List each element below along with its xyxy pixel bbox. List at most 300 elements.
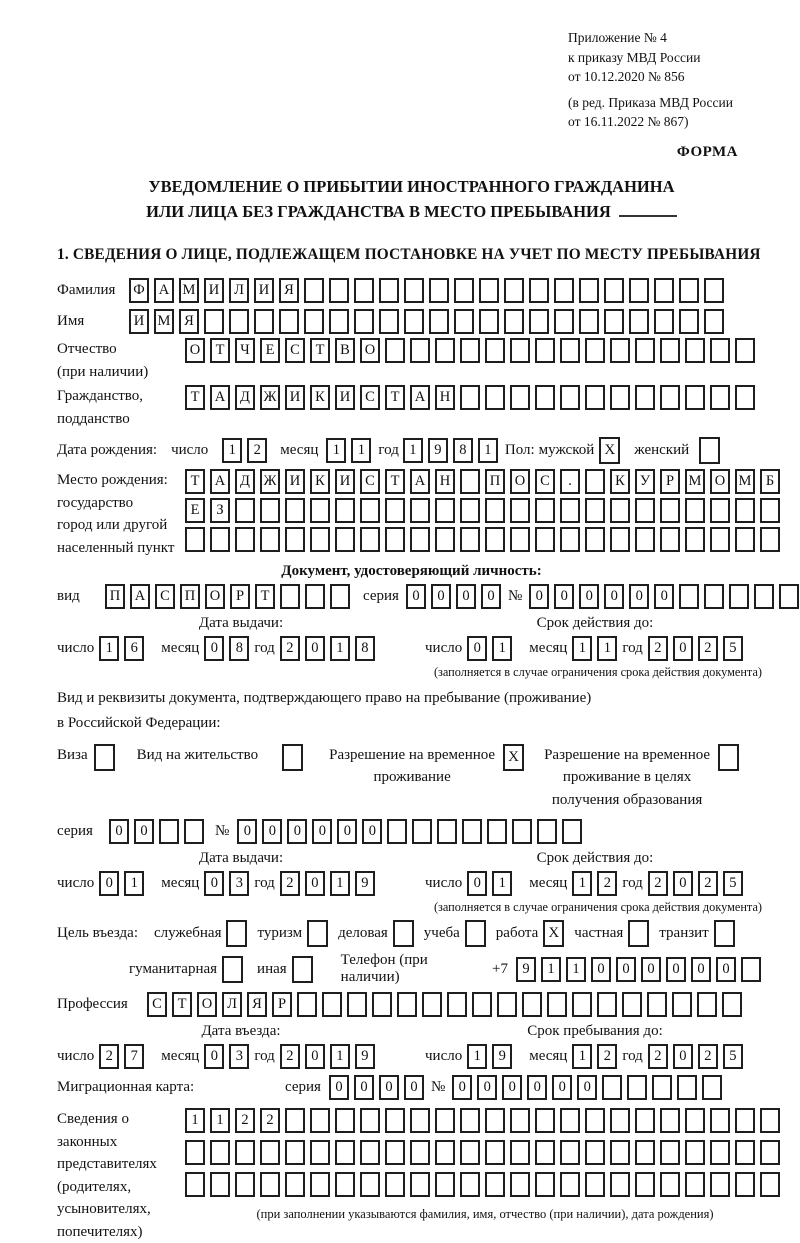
char-box[interactable] — [635, 1108, 655, 1133]
char-box[interactable]: Р — [230, 584, 250, 609]
char-box[interactable]: А — [410, 385, 430, 410]
char-box[interactable] — [560, 1172, 580, 1197]
char-box[interactable] — [522, 992, 542, 1017]
char-box[interactable]: 0 — [99, 871, 119, 896]
sex-female-checkbox[interactable] — [699, 437, 720, 464]
char-box[interactable]: 1 — [492, 871, 512, 896]
char-box[interactable]: В — [335, 338, 355, 363]
char-box[interactable] — [529, 309, 549, 334]
char-box[interactable]: К — [310, 469, 330, 494]
char-box[interactable] — [435, 1140, 455, 1165]
char-box[interactable]: 1 — [572, 871, 592, 896]
char-box[interactable]: 1 — [326, 438, 346, 463]
char-box[interactable] — [485, 1172, 505, 1197]
char-box[interactable]: 6 — [124, 636, 144, 661]
char-box[interactable] — [360, 498, 380, 523]
char-box[interactable] — [397, 992, 417, 1017]
char-box[interactable] — [310, 1172, 330, 1197]
char-box[interactable] — [554, 309, 574, 334]
char-box[interactable]: 2 — [648, 871, 668, 896]
char-box[interactable]: 0 — [477, 1075, 497, 1100]
char-box[interactable] — [210, 1140, 230, 1165]
char-box[interactable] — [560, 338, 580, 363]
char-box[interactable] — [635, 1140, 655, 1165]
char-box[interactable]: Д — [235, 469, 255, 494]
char-box[interactable]: 2 — [597, 871, 617, 896]
char-box[interactable]: 2 — [597, 1044, 617, 1069]
char-box[interactable]: 8 — [453, 438, 473, 463]
char-box[interactable]: 0 — [616, 957, 636, 982]
char-box[interactable]: Н — [435, 469, 455, 494]
char-box[interactable]: 1 — [403, 438, 423, 463]
char-box[interactable] — [660, 338, 680, 363]
char-box[interactable]: З — [210, 498, 230, 523]
char-box[interactable] — [385, 527, 405, 552]
char-box[interactable] — [379, 309, 399, 334]
char-box[interactable]: 0 — [204, 636, 224, 661]
char-box[interactable]: Т — [385, 385, 405, 410]
char-box[interactable] — [322, 992, 342, 1017]
char-box[interactable]: К — [310, 385, 330, 410]
char-box[interactable]: А — [210, 385, 230, 410]
char-box[interactable]: 5 — [723, 871, 743, 896]
char-box[interactable]: М — [735, 469, 755, 494]
char-box[interactable]: М — [179, 278, 199, 303]
char-box[interactable]: 0 — [431, 584, 451, 609]
char-box[interactable] — [285, 498, 305, 523]
char-box[interactable]: 0 — [554, 584, 574, 609]
char-box[interactable]: А — [130, 584, 150, 609]
char-box[interactable] — [735, 498, 755, 523]
char-box[interactable]: А — [210, 469, 230, 494]
char-box[interactable]: М — [154, 309, 174, 334]
char-box[interactable] — [479, 309, 499, 334]
char-box[interactable] — [485, 527, 505, 552]
char-box[interactable] — [229, 309, 249, 334]
char-box[interactable] — [672, 992, 692, 1017]
edu-permit-checkbox[interactable] — [718, 744, 739, 771]
char-box[interactable] — [710, 1108, 730, 1133]
purpose-transit-checkbox[interactable] — [714, 920, 735, 947]
char-box[interactable] — [410, 1108, 430, 1133]
char-box[interactable] — [435, 527, 455, 552]
char-box[interactable] — [629, 309, 649, 334]
char-box[interactable] — [304, 309, 324, 334]
char-box[interactable]: 0 — [262, 819, 282, 844]
char-box[interactable]: 9 — [355, 1044, 375, 1069]
char-box[interactable] — [485, 1108, 505, 1133]
char-box[interactable] — [510, 498, 530, 523]
char-box[interactable] — [610, 385, 630, 410]
char-box[interactable] — [685, 498, 705, 523]
char-box[interactable]: Я — [279, 278, 299, 303]
char-box[interactable] — [585, 527, 605, 552]
char-box[interactable] — [610, 527, 630, 552]
char-box[interactable]: Б — [760, 469, 780, 494]
char-box[interactable]: О — [510, 469, 530, 494]
char-box[interactable]: 0 — [673, 1044, 693, 1069]
char-box[interactable]: 1 — [99, 636, 119, 661]
char-box[interactable]: Т — [210, 338, 230, 363]
char-box[interactable]: 8 — [229, 636, 249, 661]
char-box[interactable] — [285, 1140, 305, 1165]
char-box[interactable]: О — [185, 338, 205, 363]
char-box[interactable] — [604, 278, 624, 303]
char-box[interactable] — [329, 278, 349, 303]
char-box[interactable]: О — [360, 338, 380, 363]
char-box[interactable]: С — [285, 338, 305, 363]
char-box[interactable] — [654, 309, 674, 334]
char-box[interactable]: 0 — [629, 584, 649, 609]
char-box[interactable]: Т — [310, 338, 330, 363]
char-box[interactable]: 1 — [478, 438, 498, 463]
char-box[interactable] — [385, 1140, 405, 1165]
char-box[interactable] — [722, 992, 742, 1017]
char-box[interactable] — [560, 498, 580, 523]
char-box[interactable] — [387, 819, 407, 844]
char-box[interactable] — [210, 1172, 230, 1197]
char-box[interactable] — [510, 527, 530, 552]
char-box[interactable]: 0 — [456, 584, 476, 609]
char-box[interactable]: 0 — [452, 1075, 472, 1100]
char-box[interactable]: П — [485, 469, 505, 494]
char-box[interactable]: 2 — [698, 871, 718, 896]
char-box[interactable] — [330, 584, 350, 609]
char-box[interactable] — [410, 1172, 430, 1197]
char-box[interactable] — [310, 1140, 330, 1165]
char-box[interactable] — [710, 338, 730, 363]
char-box[interactable] — [260, 498, 280, 523]
char-box[interactable] — [260, 1172, 280, 1197]
char-box[interactable] — [779, 584, 799, 609]
char-box[interactable] — [560, 527, 580, 552]
char-box[interactable] — [335, 1108, 355, 1133]
char-box[interactable]: . — [560, 469, 580, 494]
char-box[interactable] — [460, 527, 480, 552]
char-box[interactable]: 8 — [355, 636, 375, 661]
char-box[interactable] — [529, 278, 549, 303]
sex-male-checkbox[interactable]: X — [599, 437, 620, 464]
char-box[interactable]: 0 — [673, 636, 693, 661]
char-box[interactable] — [679, 278, 699, 303]
char-box[interactable] — [280, 584, 300, 609]
char-box[interactable] — [285, 527, 305, 552]
char-box[interactable] — [254, 309, 274, 334]
char-box[interactable]: И — [335, 385, 355, 410]
char-box[interactable] — [354, 278, 374, 303]
char-box[interactable] — [304, 278, 324, 303]
char-box[interactable]: 2 — [280, 871, 300, 896]
char-box[interactable]: 0 — [204, 871, 224, 896]
char-box[interactable]: 1 — [330, 636, 350, 661]
char-box[interactable] — [610, 1172, 630, 1197]
char-box[interactable] — [562, 819, 582, 844]
char-box[interactable] — [479, 278, 499, 303]
char-box[interactable] — [335, 527, 355, 552]
char-box[interactable]: 9 — [355, 871, 375, 896]
char-box[interactable]: 3 — [229, 1044, 249, 1069]
char-box[interactable] — [485, 498, 505, 523]
char-box[interactable]: 0 — [654, 584, 674, 609]
char-box[interactable] — [585, 469, 605, 494]
char-box[interactable] — [610, 498, 630, 523]
char-box[interactable]: С — [147, 992, 167, 1017]
temp-permit-checkbox[interactable]: X — [503, 744, 524, 771]
char-box[interactable] — [629, 278, 649, 303]
char-box[interactable]: 1 — [222, 438, 242, 463]
char-box[interactable] — [497, 992, 517, 1017]
char-box[interactable]: Т — [172, 992, 192, 1017]
char-box[interactable] — [360, 1108, 380, 1133]
char-box[interactable] — [579, 309, 599, 334]
char-box[interactable] — [404, 278, 424, 303]
char-box[interactable] — [410, 527, 430, 552]
char-box[interactable] — [710, 498, 730, 523]
char-box[interactable]: 0 — [579, 584, 599, 609]
char-box[interactable] — [585, 1140, 605, 1165]
char-box[interactable]: 2 — [648, 1044, 668, 1069]
char-box[interactable]: 1 — [492, 636, 512, 661]
char-box[interactable]: Ж — [260, 469, 280, 494]
char-box[interactable] — [235, 527, 255, 552]
char-box[interactable]: 0 — [109, 819, 129, 844]
char-box[interactable] — [535, 498, 555, 523]
char-box[interactable] — [597, 992, 617, 1017]
char-box[interactable] — [462, 819, 482, 844]
char-box[interactable] — [754, 584, 774, 609]
char-box[interactable] — [760, 1172, 780, 1197]
char-box[interactable] — [410, 1140, 430, 1165]
char-box[interactable]: 9 — [492, 1044, 512, 1069]
char-box[interactable] — [460, 1108, 480, 1133]
char-box[interactable] — [702, 1075, 722, 1100]
char-box[interactable] — [585, 338, 605, 363]
char-box[interactable]: Р — [272, 992, 292, 1017]
char-box[interactable]: 0 — [604, 584, 624, 609]
char-box[interactable]: 0 — [481, 584, 501, 609]
char-box[interactable] — [437, 819, 457, 844]
char-box[interactable] — [379, 278, 399, 303]
char-box[interactable] — [685, 1108, 705, 1133]
char-box[interactable] — [635, 1172, 655, 1197]
char-box[interactable]: Е — [185, 498, 205, 523]
char-box[interactable] — [635, 385, 655, 410]
char-box[interactable]: 0 — [329, 1075, 349, 1100]
char-box[interactable] — [329, 309, 349, 334]
char-box[interactable] — [710, 527, 730, 552]
char-box[interactable] — [335, 1140, 355, 1165]
char-box[interactable]: 9 — [428, 438, 448, 463]
char-box[interactable] — [335, 1172, 355, 1197]
char-box[interactable] — [579, 278, 599, 303]
char-box[interactable] — [652, 1075, 672, 1100]
char-box[interactable] — [635, 527, 655, 552]
char-box[interactable]: 0 — [406, 584, 426, 609]
char-box[interactable] — [260, 527, 280, 552]
char-box[interactable] — [704, 584, 724, 609]
char-box[interactable] — [422, 992, 442, 1017]
char-box[interactable] — [735, 385, 755, 410]
char-box[interactable] — [660, 1140, 680, 1165]
char-box[interactable] — [604, 309, 624, 334]
char-box[interactable]: 2 — [698, 1044, 718, 1069]
char-box[interactable] — [510, 385, 530, 410]
char-box[interactable] — [710, 1172, 730, 1197]
char-box[interactable] — [710, 1140, 730, 1165]
char-box[interactable]: 0 — [312, 819, 332, 844]
char-box[interactable] — [460, 385, 480, 410]
char-box[interactable] — [435, 498, 455, 523]
char-box[interactable] — [602, 1075, 622, 1100]
char-box[interactable] — [385, 498, 405, 523]
char-box[interactable] — [697, 992, 717, 1017]
char-box[interactable] — [460, 1140, 480, 1165]
char-box[interactable]: 0 — [337, 819, 357, 844]
char-box[interactable] — [310, 498, 330, 523]
char-box[interactable] — [454, 309, 474, 334]
char-box[interactable]: 2 — [698, 636, 718, 661]
char-box[interactable] — [654, 278, 674, 303]
char-box[interactable]: 0 — [362, 819, 382, 844]
char-box[interactable] — [335, 498, 355, 523]
char-box[interactable]: 0 — [354, 1075, 374, 1100]
char-box[interactable]: 1 — [597, 636, 617, 661]
purpose-business-checkbox[interactable] — [393, 920, 414, 947]
char-box[interactable] — [735, 527, 755, 552]
char-box[interactable] — [310, 1108, 330, 1133]
char-box[interactable]: О — [205, 584, 225, 609]
char-box[interactable] — [385, 1108, 405, 1133]
char-box[interactable] — [679, 309, 699, 334]
char-box[interactable] — [535, 1172, 555, 1197]
char-box[interactable]: 0 — [716, 957, 736, 982]
char-box[interactable]: 2 — [280, 1044, 300, 1069]
char-box[interactable]: 2 — [235, 1108, 255, 1133]
char-box[interactable] — [535, 1108, 555, 1133]
char-box[interactable]: 0 — [691, 957, 711, 982]
char-box[interactable]: Р — [660, 469, 680, 494]
char-box[interactable]: 0 — [305, 636, 325, 661]
purpose-private-checkbox[interactable] — [628, 920, 649, 947]
char-box[interactable] — [510, 1172, 530, 1197]
char-box[interactable] — [510, 1140, 530, 1165]
char-box[interactable] — [472, 992, 492, 1017]
char-box[interactable] — [260, 1140, 280, 1165]
char-box[interactable] — [685, 1172, 705, 1197]
char-box[interactable] — [735, 1140, 755, 1165]
char-box[interactable] — [185, 1172, 205, 1197]
char-box[interactable]: 0 — [379, 1075, 399, 1100]
char-box[interactable]: 1 — [566, 957, 586, 982]
char-box[interactable]: И — [335, 469, 355, 494]
char-box[interactable] — [235, 1140, 255, 1165]
char-box[interactable] — [710, 385, 730, 410]
char-box[interactable] — [429, 309, 449, 334]
char-box[interactable]: Е — [260, 338, 280, 363]
purpose-official-checkbox[interactable] — [226, 920, 247, 947]
char-box[interactable] — [235, 1172, 255, 1197]
char-box[interactable]: И — [129, 309, 149, 334]
char-box[interactable] — [460, 469, 480, 494]
char-box[interactable]: 0 — [287, 819, 307, 844]
char-box[interactable] — [610, 1140, 630, 1165]
char-box[interactable]: 1 — [185, 1108, 205, 1133]
char-box[interactable] — [647, 992, 667, 1017]
char-box[interactable]: А — [154, 278, 174, 303]
char-box[interactable]: 1 — [330, 871, 350, 896]
char-box[interactable]: Т — [385, 469, 405, 494]
char-box[interactable] — [512, 819, 532, 844]
purpose-tourism-checkbox[interactable] — [307, 920, 328, 947]
char-box[interactable] — [204, 309, 224, 334]
char-box[interactable] — [235, 498, 255, 523]
char-box[interactable]: С — [155, 584, 175, 609]
char-box[interactable] — [460, 338, 480, 363]
char-box[interactable] — [447, 992, 467, 1017]
char-box[interactable] — [660, 385, 680, 410]
char-box[interactable] — [504, 309, 524, 334]
char-box[interactable]: О — [710, 469, 730, 494]
char-box[interactable]: 0 — [591, 957, 611, 982]
residence-permit-checkbox[interactable] — [282, 744, 303, 771]
purpose-study-checkbox[interactable] — [465, 920, 486, 947]
char-box[interactable]: Н — [435, 385, 455, 410]
char-box[interactable]: П — [180, 584, 200, 609]
char-box[interactable]: И — [204, 278, 224, 303]
char-box[interactable]: С — [360, 469, 380, 494]
purpose-other-checkbox[interactable] — [292, 956, 313, 983]
char-box[interactable] — [635, 338, 655, 363]
char-box[interactable] — [485, 1140, 505, 1165]
char-box[interactable]: Я — [247, 992, 267, 1017]
char-box[interactable] — [385, 338, 405, 363]
char-box[interactable]: К — [610, 469, 630, 494]
char-box[interactable] — [460, 498, 480, 523]
char-box[interactable]: И — [285, 385, 305, 410]
visa-checkbox[interactable] — [94, 744, 115, 771]
char-box[interactable]: 0 — [529, 584, 549, 609]
char-box[interactable] — [622, 992, 642, 1017]
char-box[interactable] — [454, 278, 474, 303]
char-box[interactable] — [585, 1108, 605, 1133]
char-box[interactable] — [660, 1172, 680, 1197]
char-box[interactable] — [560, 1108, 580, 1133]
char-box[interactable] — [660, 498, 680, 523]
char-box[interactable] — [285, 1108, 305, 1133]
char-box[interactable]: 0 — [467, 871, 487, 896]
char-box[interactable]: Л — [229, 278, 249, 303]
char-box[interactable]: 0 — [577, 1075, 597, 1100]
char-box[interactable]: Д — [235, 385, 255, 410]
char-box[interactable] — [510, 1108, 530, 1133]
char-box[interactable] — [285, 1172, 305, 1197]
char-box[interactable]: Т — [185, 385, 205, 410]
char-box[interactable] — [485, 338, 505, 363]
char-box[interactable]: Ф — [129, 278, 149, 303]
char-box[interactable] — [435, 338, 455, 363]
char-box[interactable] — [510, 338, 530, 363]
char-box[interactable] — [560, 385, 580, 410]
char-box[interactable] — [547, 992, 567, 1017]
char-box[interactable] — [535, 527, 555, 552]
char-box[interactable] — [487, 819, 507, 844]
char-box[interactable]: 0 — [502, 1075, 522, 1100]
char-box[interactable] — [627, 1075, 647, 1100]
char-box[interactable]: 0 — [305, 1044, 325, 1069]
char-box[interactable]: 0 — [305, 871, 325, 896]
char-box[interactable]: 0 — [404, 1075, 424, 1100]
char-box[interactable]: 5 — [723, 636, 743, 661]
